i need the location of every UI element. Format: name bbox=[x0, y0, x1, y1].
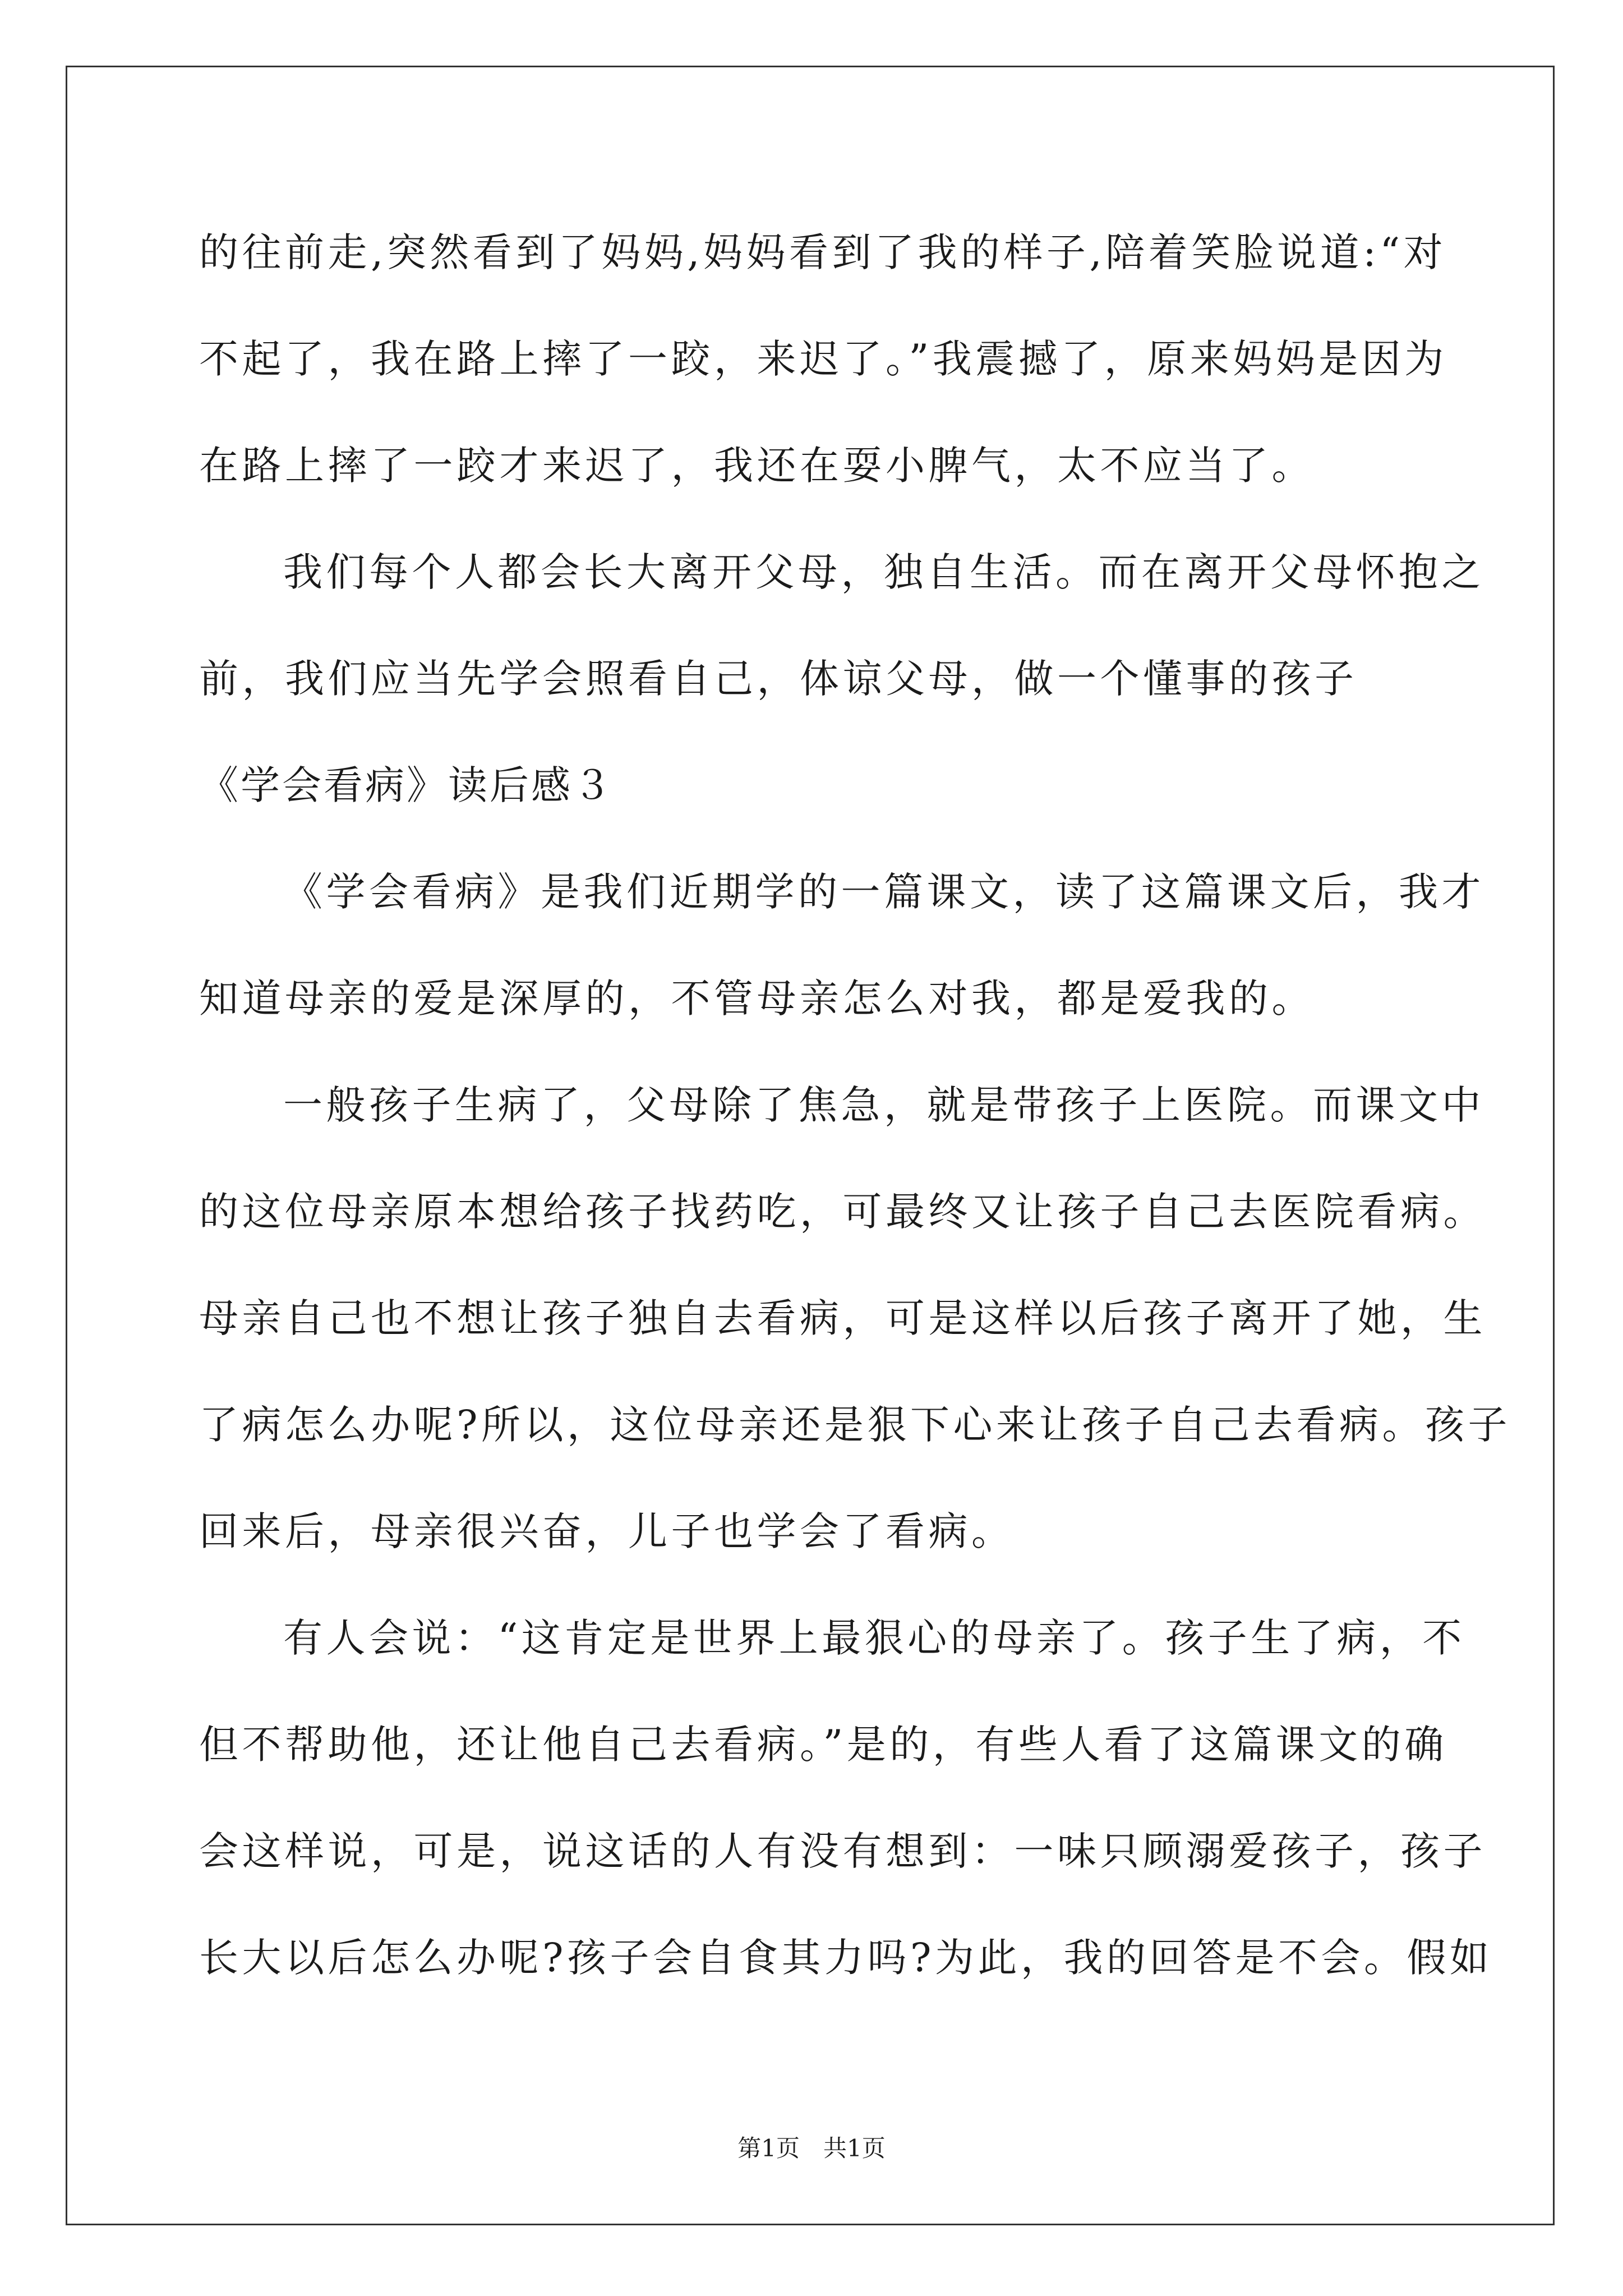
text-line: 知道母亲的爱是深厚的，不管母亲怎么对我，都是爱我的。 bbox=[199, 976, 1315, 1022]
page-number-footer: 第1页 共1页 bbox=[737, 2134, 886, 2162]
text-line: 我们每个人都会长大离开父母，独自生活。而在离开父母怀抱之 bbox=[283, 549, 1484, 595]
document-body bbox=[199, 199, 1511, 2011]
text-line: 会这样说，可是，说这话的人有没有想到：一味只顾溺爱孩子，孩子 bbox=[199, 1828, 1486, 1874]
text-line: 在路上摔了一跤才来迟了，我还在耍小脾气，太不应当了。 bbox=[199, 443, 1315, 489]
text-line: 母亲自己也不想让孩子独自去看病，可是这样以后孩子离开了她，生 bbox=[199, 1295, 1486, 1341]
text-line: 回来后，母亲很兴奋，儿子也学会了看病。 bbox=[199, 1508, 1015, 1554]
text-line: 不起了，我在路上摔了一跤，来迟了。”我震撼了，原来妈妈是因为 bbox=[199, 336, 1447, 382]
text-line: 的这位母亲原本想给孩子找药吃，可最终又让孩子自己去医院看病。 bbox=[199, 1189, 1486, 1235]
text-line: 的往前走,突然看到了妈妈,妈妈看到了我的样子,陪着笑脸说道:“对 bbox=[199, 229, 1447, 275]
text-line: 《学会看病》是我们近期学的一篇课文，读了这篇课文后，我才 bbox=[283, 869, 1484, 915]
text-line: 一般孩子生病了，父母除了焦急，就是带孩子上医院。而课文中 bbox=[283, 1082, 1484, 1128]
section-heading: 《学会看病》读后感３ bbox=[199, 762, 614, 808]
text-line: 有人会说：“这肯定是世界上最狠心的母亲了。孩子生了病，不 bbox=[283, 1615, 1465, 1661]
text-line: 前，我们应当先学会照看自己，体谅父母，做一个懂事的孩子 bbox=[199, 656, 1358, 702]
text-line: 但不帮助他，还让他自己去看病。”是的，有些人看了这篇课文的确 bbox=[199, 1722, 1447, 1768]
text-line: 长大以后怎么办呢?孩子会自食其力吗?为此，我的回答是不会。假如 bbox=[199, 1935, 1493, 1981]
text-line: 了病怎么办呢?所以，这位母亲还是狠下心来让孩子自己去看病。孩子 bbox=[199, 1402, 1511, 1448]
